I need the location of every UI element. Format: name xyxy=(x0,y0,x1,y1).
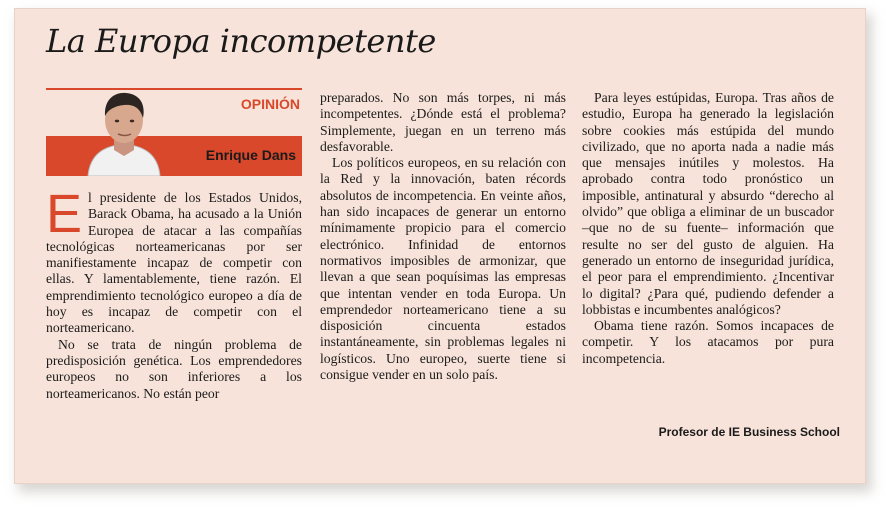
author-photo xyxy=(80,88,168,176)
paragraph xyxy=(46,184,302,337)
column-3 xyxy=(582,90,834,367)
paragraph: Los políticos europeos, en su relación con la Red y la innovación, baten récords absolutos de incompetencia. En veinte años, han sido incapaces de generar un entorno mínimamente propicio para el comercio electrónico. Infinidad de entornos normativos imposibles de armonizar, que llevan a que sean poquísimas las empresas que intentan vender en toda Europa. Un emprendedor norteamericano tiene a su disposición cincuenta estados instantáneamente, sin problemas legales ni logísticos. Uno europeo, suerte tiene si consigue vender en un solo país. xyxy=(320,155,566,383)
paragraph-text: l presidente de los Estados Unidos, Barack Obama, ha acusado a la Unión Europea de atacar a las compañías tecnológicas norteamericanas por ser manifiestamente incapaz de competir con ellas. Y lamentablemente, tiene razón. El emprendimiento tecnológico europeo a día de hoy es incapaz de competir con el norteamericano. xyxy=(46,190,302,336)
drop-cap: E xyxy=(46,184,83,244)
author-banner xyxy=(46,88,302,174)
section-label: OPINIÓN xyxy=(240,96,300,112)
column-1 xyxy=(46,184,302,402)
column-2 xyxy=(320,90,566,383)
paragraph: Para leyes estúpidas, Europa. Tras años de estudio, Europa ha generado la legislación sobre cookies más estúpida del mundo civilizado, que no aporta nada a nadie más que mensajes inútiles y molestos. Ha aprobado contra todo pronóstico un imposible, antinatural y absurdo “derecho al olvido” que obliga a eliminar de un buscador –que no de su fuente– información que resulte no ser del gusto de alguien. Ha generado un entorno de inseguridad jurídica, el peor para el emprendimiento. ¿Incentivar lo digital? ¿Para qué, pudiendo defender a lobbistas e incumbentes analógicos? xyxy=(582,90,834,317)
paragraph: Obama tiene razón. Somos incapaces de competir. Y los atacamos por pura incompetencia. xyxy=(582,318,834,366)
author-name: Enrique Dans xyxy=(205,147,296,163)
paragraph: No se trata de ningún problema de predisposición genética. Los emprendedores europeos no son inferiores a los norteamericanos. No están peor xyxy=(46,336,302,401)
paragraph: preparados. No son más torpes, ni más incompetentes. ¿Dónde está el problema? Simplemente, juegan en un terreno más desfavorable. xyxy=(320,90,566,154)
article-title: La Europa incompetente xyxy=(46,22,436,60)
author-signature: Profesor de IE Business School xyxy=(658,425,840,439)
